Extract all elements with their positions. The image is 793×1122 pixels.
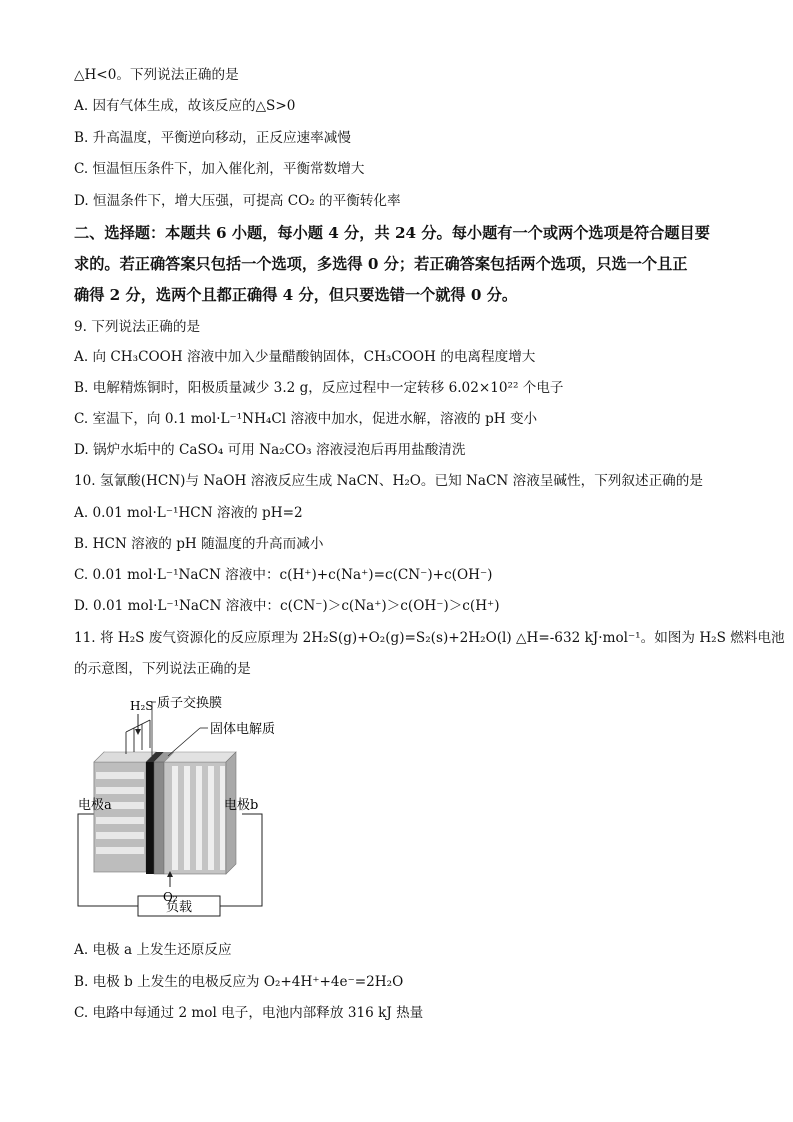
- fuel-cell-diagram: [74, 692, 324, 922]
- electrode-b-fins: [164, 752, 236, 874]
- electrode-a-label: 电极a: [78, 798, 112, 813]
- q11-option-b: B. 电极 b 上发生的电极反应为 O₂+4H⁺+4e⁻=2H₂O: [74, 974, 404, 990]
- q10-option-d: D. 0.01 mol·L⁻¹NaCN 溶液中：c(CN⁻)＞c(Na⁺)＞c(OH⁻)＞c(H⁺): [74, 598, 500, 614]
- q11-option-c: C. 电路中每通过 2 mol 电子，电池内部释放 316 kJ 热量: [74, 1005, 424, 1021]
- electrode-b-label: 电极b: [224, 798, 259, 813]
- section-heading-line-1: 二、选择题：本题共 6 小题，每小题 4 分，共 24 分。每小题有一个或两个选项是符合题目要: [74, 224, 710, 242]
- q10-option-c: C. 0.01 mol·L⁻¹NaCN 溶液中：c(H⁺)+c(Na⁺)=c(CN⁻)+c(OH⁻): [74, 567, 493, 583]
- q8-option-d: D. 恒温条件下，增大压强，可提高 CO₂ 的平衡转化率: [74, 193, 401, 209]
- q8-option-b: B. 升高温度，平衡逆向移动，正反应速率减慢: [74, 130, 351, 146]
- q11-option-a: A. 电极 a 上发生还原反应: [74, 942, 232, 958]
- q10-option-a: A. 0.01 mol·L⁻¹HCN 溶液的 pH=2: [74, 505, 303, 521]
- q9-option-d: D. 锅炉水垢中的 CaSO₄ 可用 Na₂CO₃ 溶液浸泡后再用盐酸清洗: [74, 442, 466, 458]
- q9-option-a: A. 向 CH₃COOH 溶液中加入少量醋酸钠固体，CH₃COOH 的电离程度增大: [74, 349, 536, 365]
- h2s-label: H₂S: [130, 699, 154, 713]
- q8-option-c: C. 恒温恒压条件下，加入催化剂，平衡常数增大: [74, 161, 365, 177]
- membrane-label: 质子交换膜: [157, 696, 223, 711]
- q8-option-a: A. 因有气体生成，故该反应的△S>0: [74, 98, 296, 114]
- q11-stem-line-2: 的示意图，下列说法正确的是: [74, 661, 251, 677]
- q10-option-b: B. HCN 溶液的 pH 随温度的升高而减小: [74, 536, 324, 552]
- q9-option-c: C. 室温下，向 0.1 mol·L⁻¹NH₄Cl 溶液中加水，促进水解，溶液的 pH 变小: [74, 411, 538, 427]
- electrolyte-label: 固体电解质: [210, 722, 276, 737]
- section-heading-line-2: 求的。若正确答案只包括一个选项，多选得 0 分；若正确答案包括两个选项，只选一个且正: [74, 255, 688, 273]
- o2-label: O₂: [163, 890, 178, 904]
- q8-stem-end: △H<0。下列说法正确的是: [74, 67, 239, 83]
- q9-stem: 9. 下列说法正确的是: [74, 319, 201, 335]
- q11-stem-line-1: 11. 将 H₂S 废气资源化的反应原理为 2H₂S(g)+O₂(g)=S₂(s)+2H₂O(l) △H=-632 kJ·mol⁻¹。如图为 H₂S 燃料电池: [74, 630, 785, 646]
- load-label: 负载: [165, 900, 193, 915]
- q10-stem: 10. 氢氰酸(HCN)与 NaOH 溶液反应生成 NaCN、H₂O。已知 NaCN 溶液呈碱性，下列叙述正确的是: [74, 473, 703, 489]
- section-heading-line-3: 确得 2 分，选两个且都正确得 4 分，但只要选错一个就得 0 分。: [74, 286, 518, 304]
- q9-option-b: B. 电解精炼铜时，阳极质量减少 3.2 g，反应过程中一定转移 6.02×10²² 个电子: [74, 380, 564, 396]
